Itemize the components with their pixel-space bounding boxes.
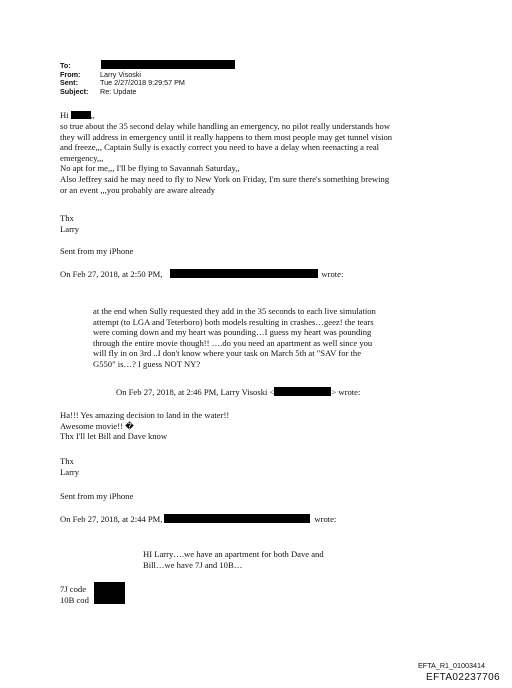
quote-attribution-1 [60,269,343,280]
sent-label: Sent: [60,78,78,88]
text-line: Bill…we have 7J and 10B… [143,559,243,570]
code-line-10b [60,595,89,606]
text-line: Also Jeffrey said he may need to fly to New York on Friday, I'm sure there's something brewing [60,173,390,184]
signature-2 [60,456,79,477]
subject-value: Re: Update [100,86,137,96]
door-codes [60,584,89,605]
text-line: emergency,,, [60,152,104,163]
redaction-block [101,60,235,69]
sent-from-iphone-2: Sent from my iPhone [60,491,134,501]
code-line-7j [60,584,89,595]
subject-row [60,88,235,97]
signature-line: Thx [60,213,74,223]
from-label: From: [60,69,81,79]
to-row [60,60,235,71]
text-line: Awesome movie!! � [60,420,134,431]
redaction-block [94,582,125,604]
redaction-block [71,111,91,119]
code-label: 7J code [60,584,87,594]
bates-id-large: EFTA02237706 [426,672,501,683]
redaction-block [164,514,310,523]
text-line: through the entire movie though!! ….do you need an apartment as well since you [93,337,373,348]
from-value: Larry Visoski [100,69,142,79]
text-line: No apt for me,,, I'll be flying to Savannah Saturday,, [60,163,240,174]
text-line: at the end when Sully requested they add in the 35 seconds to each live simulation [93,306,376,316]
text-line: Thx I'll let Bill and Dave know [60,431,168,442]
bates-id-small: EFTA_R1_01003414 [418,661,485,670]
greeting [60,110,95,121]
signature-1 [60,213,79,234]
redaction-block [170,269,318,278]
attribution-prefix: On Feb 27, 2018, at 2:44 PM, [60,514,163,524]
signature-line: Larry [60,223,80,234]
code-label: 10B cod [60,594,89,605]
attribution-prefix: On Feb 27, 2018, at 2:46 PM, Larry Visoski < [116,387,275,397]
attribution-suffix: wrote: [321,269,344,279]
text-line: Ha!!! Yes amazing decision to land in the water!! [60,410,230,420]
text-line: HI Larry….we have an apartment for both Dave and [143,549,324,559]
text-line: will fly in on 3rd ..I don't know where your task on March 5th at "SAV for the [93,348,362,359]
message-paragraph-1 [60,121,392,195]
redaction-block [274,387,331,396]
email-header [60,60,235,96]
sent-value: Tue 2/27/2018 9:29:57 PM [100,78,185,88]
attribution-suffix: > wrote: [331,387,361,397]
quoted-message-1 [93,306,376,370]
sent-from-iphone-1: Sent from my iPhone [60,246,134,256]
quoted-message-2 [143,549,324,570]
message-paragraph-2 [60,410,229,442]
greeting-suffix: ,, [90,110,95,120]
attribution-prefix: On Feb 27, 2018, at 2:50 PM, [60,269,163,279]
greeting-prefix: Hi [60,110,69,120]
attribution-suffix: wrote: [314,514,337,524]
signature-line: Larry [60,466,80,477]
text-line: or an event ,,,you probably are aware already [60,184,216,195]
subject-label: Subject: [60,86,89,96]
text-line: and freeze,,, Captain Sully is exactly correct you need to have a delay when reenacting a real [60,142,380,153]
quote-attribution-3 [60,514,336,525]
signature-line: Thx [60,456,74,466]
text-line: G550" is…? I guess NOT NY? [93,358,201,369]
to-label: To: [60,61,71,70]
text-line: so true about the 35 second delay while handling an emergency, no pilot really understands how [60,121,391,131]
quote-attribution-2 [116,387,360,398]
text-line: were coming down and my heart was pounding…I guess my heart was pounding [93,327,372,338]
text-line: attempt (to LGA and Teterboro) both models resulting in crashes…geez! the tears [93,316,374,327]
text-line: they will address in emergency until it really happens to them most people may get tunnel vision [60,131,393,142]
